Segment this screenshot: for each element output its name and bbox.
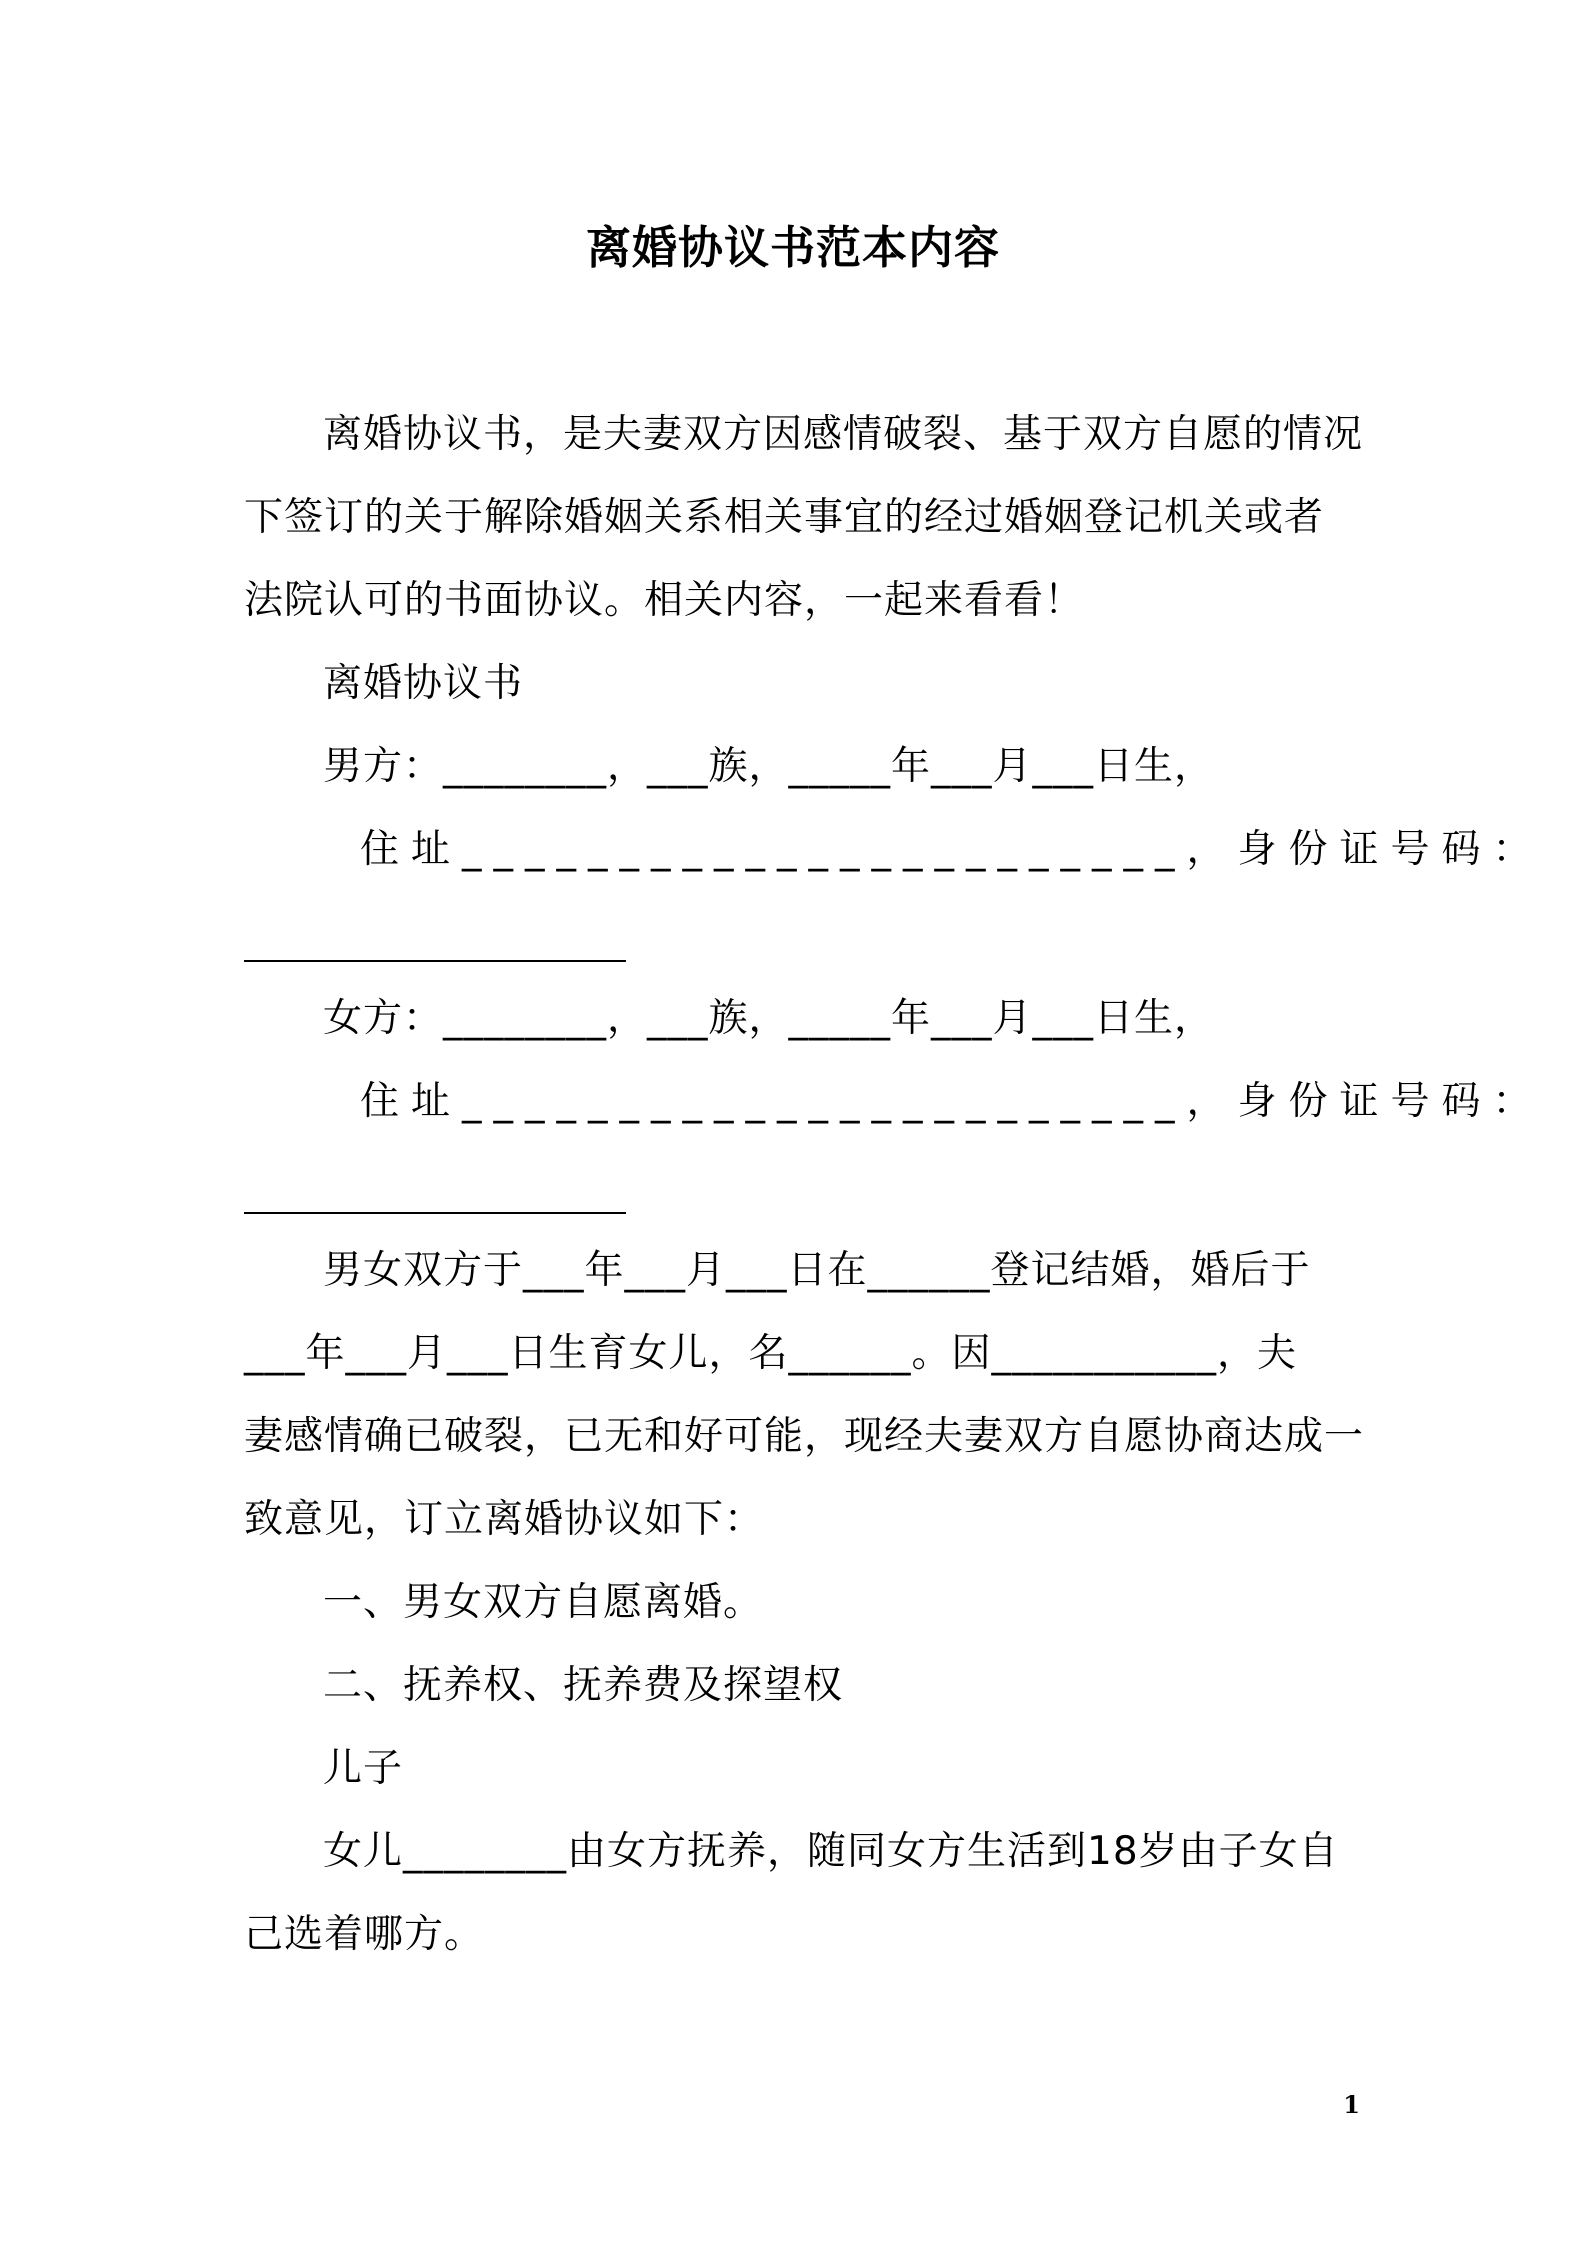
male-id-blank xyxy=(244,960,626,962)
female-id-blank xyxy=(244,1212,626,1214)
female-address-line: 住址_______________________，身份证号码： xyxy=(360,1079,1544,1124)
son-label: 儿子 xyxy=(323,1746,404,1791)
male-address-line: 住址_______________________，身份证号码： xyxy=(360,827,1544,872)
intro-line-2: 下签订的关于解除婚姻关系相关事宜的经过婚姻登记机关或者 xyxy=(244,495,1325,540)
section-heading: 离婚协议书 xyxy=(323,661,524,706)
marriage-line-2: ___年___月___日生育女儿，名______。因___________，夫 xyxy=(244,1331,1298,1376)
clause-2: 二、抚养权、抚养费及探望权 xyxy=(323,1663,844,1708)
daughter-line-1: 女儿________由女方抚养，随同女方生活到18岁由子女自 xyxy=(323,1829,1339,1874)
marriage-line-4: 致意见，订立离婚协议如下： xyxy=(244,1497,765,1542)
document-title: 离婚协议书范本内容 xyxy=(585,221,1000,274)
clause-1: 一、男女双方自愿离婚。 xyxy=(323,1580,764,1625)
marriage-line-3: 妻感情确已破裂，已无和好可能，现经夫妻双方自愿协商达成一 xyxy=(244,1414,1365,1459)
intro-line-1: 离婚协议书，是夫妻双方因感情破裂、基于双方自愿的情况 xyxy=(323,412,1364,457)
page-number: 1 xyxy=(1343,2090,1360,2119)
daughter-line-2: 己选着哪方。 xyxy=(244,1912,485,1957)
male-info-line: 男方：________，___族，_____年___月___日生， xyxy=(323,744,1215,789)
marriage-line-1: 男女双方于___年___月___日在______登记结婚，婚后于 xyxy=(323,1248,1311,1293)
intro-line-3: 法院认可的书面协议。相关内容，一起来看看！ xyxy=(244,578,1085,623)
female-info-line: 女方：________，___族，_____年___月___日生， xyxy=(323,996,1215,1041)
